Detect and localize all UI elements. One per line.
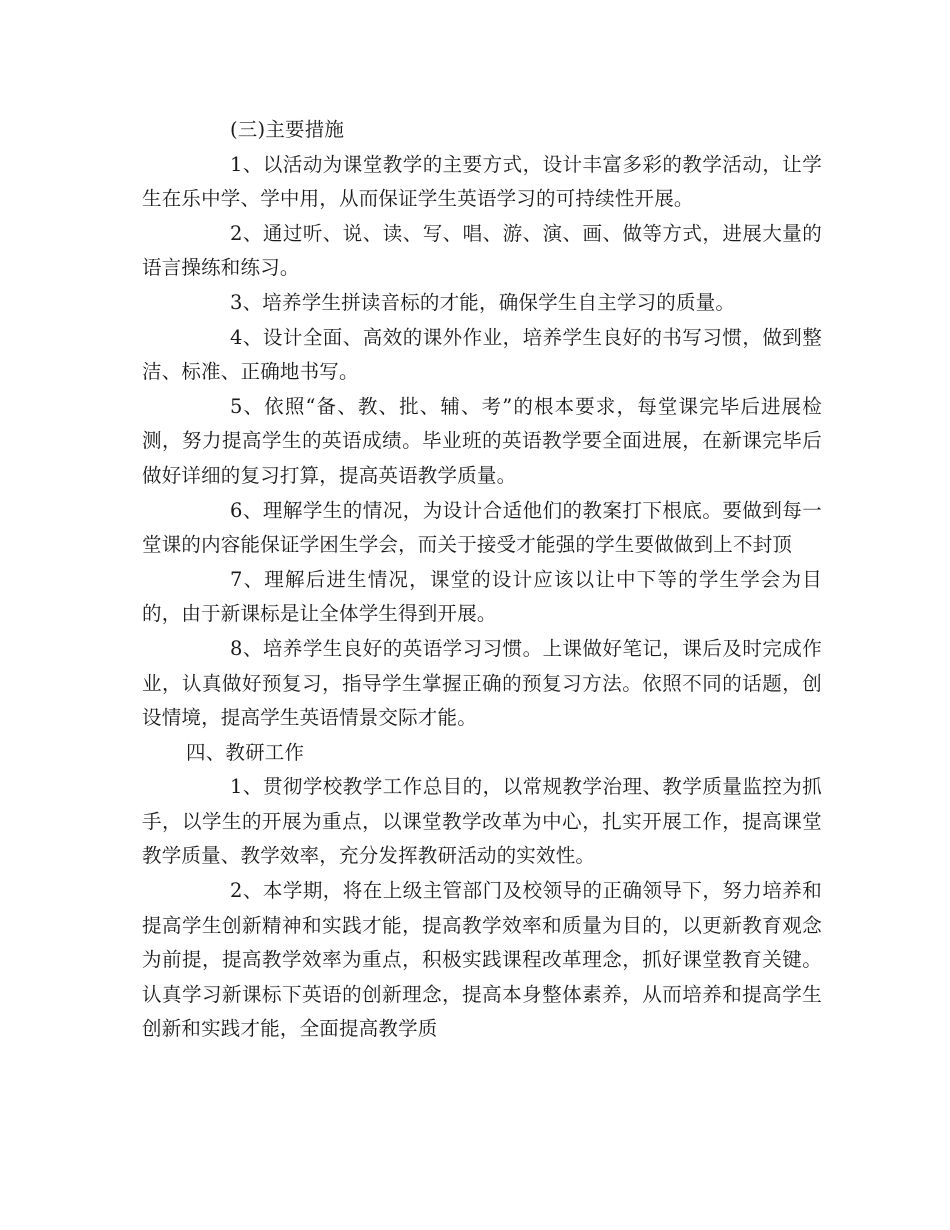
paragraph-measure-2: 2、通过听、说、读、写、唱、游、演、画、做等方式，进展大量的语言操练和练习。 (142, 221, 822, 280)
document-body (142, 113, 822, 1047)
paragraph-measure-4: 4、设计全面、高效的课外作业，培养学生良好的书写习惯，做到整洁、标准、正确地书写。 (142, 325, 822, 384)
paragraph-measure-6: 6、理解学生的情况，为设计合适他们的教案打下根底。要做到每一堂课的内容能保证学困生学会，而关于接受才能强的学生要做做到上不封顶 (142, 498, 822, 557)
paragraph-research-2: 2、本学期，将在上级主管部门及校领导的正确领导下，努力培养和提高学生创新精神和实践才能，提高教学效率和质量为目的，以更新教育观念为前提，提高教学效率为重点，积极实践课程改革理念，抓好课堂教育关键。认真学习新课标下英语的创新理念，提高本身整体素养，从而培养和提高学生创新和实践才能，全面提高教学质 (142, 879, 822, 1041)
paragraph-measure-5: 5、依照“备、教、批、辅、考”的根本要求，每堂课完毕后进展检测，努力提高学生的英语成绩。毕业班的英语教学要全面进展，在新课完毕后做好详细的复习打算，提高英语教学质量。 (142, 394, 822, 487)
paragraph-measure-7: 7、理解后进生情况，课堂的设计应该以让中下等的学生学会为目的，由于新课标是让全体学生得到开展。 (142, 567, 822, 626)
paragraph-measure-1: 1、以活动为课堂教学的主要方式，设计丰富多彩的教学活动，让学生在乐中学、学中用，从而保证学生英语学习的可持续性开展。 (142, 152, 822, 211)
paragraph-research-1: 1、贯彻学校教学工作总目的，以常规教学治理、教学质量监控为抓手，以学生的开展为重点，以课堂教学改革为中心，扎实开展工作，提高课堂教学质量、教学效率，充分发挥教研活动的实效性。 (142, 775, 822, 868)
paragraph-measure-8: 8、培养学生良好的英语学习习惯。上课做好笔记，课后及时完成作业，认真做好预复习，指导学生掌握正确的预复习方法。依照不同的话题，创设情境，提高学生英语情景交际才能。 (142, 636, 822, 730)
section-heading-measures: (三)主要措施 (230, 118, 345, 141)
section-heading-research: 四、教研工作 (186, 740, 305, 764)
paragraph-measure-3: 3、培养学生拼读音标的才能，确保学生自主学习的质量。 (230, 290, 736, 314)
